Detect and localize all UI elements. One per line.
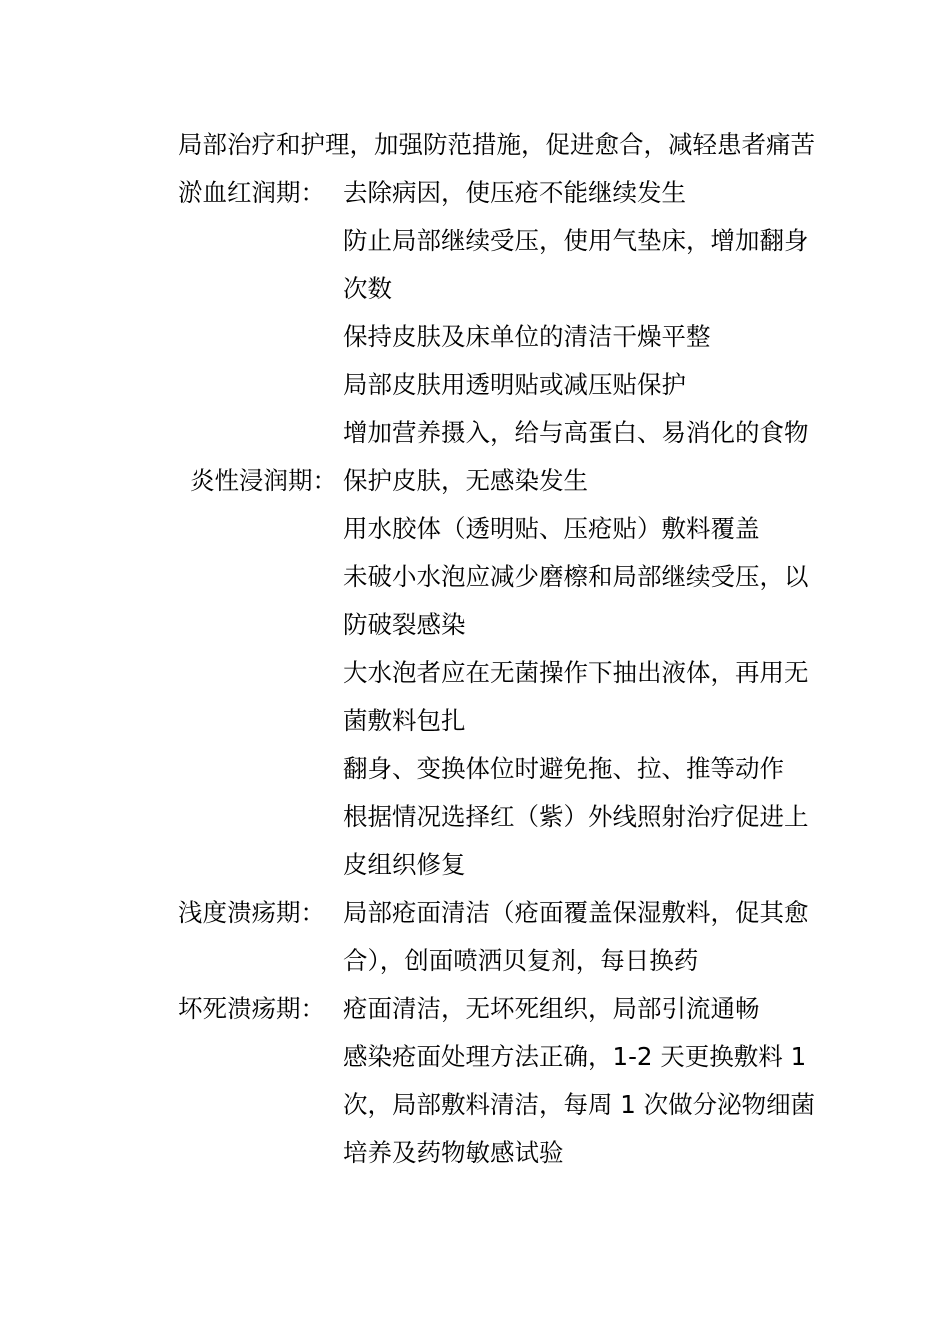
section-label-stage-3: 浅度溃疡期： bbox=[178, 898, 325, 927]
section-label-stage-2: 炎性浸润期： bbox=[190, 466, 337, 495]
stage-2-line-5: 大水泡者应在无菌操作下抽出液体，再用无 bbox=[343, 658, 809, 687]
stage-2-line-6: 菌敷料包扎 bbox=[343, 706, 466, 735]
section-label-stage-4: 坏死溃疡期： bbox=[178, 994, 325, 1023]
section-label-stage-1: 淤血红润期： bbox=[178, 178, 325, 207]
stage-1-line-2: 防止局部继续受压，使用气垫床，增加翻身 bbox=[343, 226, 809, 255]
stage-1-line-3: 次数 bbox=[343, 274, 392, 303]
stage-2-line-1: 保护皮肤，无感染发生 bbox=[343, 466, 588, 495]
intro-text: 局部治疗和护理，加强防范措施，促进愈合，减轻患者痛苦 bbox=[178, 130, 815, 159]
stage-2-line-8: 根据情况选择红（紫）外线照射治疗促进上 bbox=[343, 802, 809, 831]
stage-2-line-9: 皮组织修复 bbox=[343, 850, 466, 879]
stage-4-line-4: 培养及药物敏感试验 bbox=[343, 1138, 564, 1167]
stage-1-line-4: 保持皮肤及床单位的清洁干燥平整 bbox=[343, 322, 711, 351]
stage-3-line-1: 局部疮面清洁（疮面覆盖保湿敷料，促其愈 bbox=[343, 898, 809, 927]
stage-1-line-5: 局部皮肤用透明贴或减压贴保护 bbox=[343, 370, 686, 399]
stage-1-line-6: 增加营养摄入，给与高蛋白、易消化的食物 bbox=[343, 418, 809, 447]
stage-2-line-3: 未破小水泡应减少磨檫和局部继续受压，以 bbox=[343, 562, 809, 591]
stage-4-line-3: 次，局部敷料清洁，每周 1 次做分泌物细菌 bbox=[343, 1090, 816, 1119]
stage-2-line-7: 翻身、变换体位时避免拖、拉、推等动作 bbox=[343, 754, 784, 783]
stage-4-line-1: 疮面清洁，无坏死组织，局部引流通畅 bbox=[343, 994, 760, 1023]
stage-2-line-2: 用水胶体（透明贴、压疮贴）敷料覆盖 bbox=[343, 514, 760, 543]
stage-4-line-2: 感染疮面处理方法正确，1-2 天更换敷料 1 bbox=[343, 1042, 807, 1071]
stage-3-line-2: 合），创面喷洒贝复剂，每日换药 bbox=[343, 946, 699, 975]
stage-1-line-1: 去除病因，使压疮不能继续发生 bbox=[343, 178, 686, 207]
stage-2-line-4: 防破裂感染 bbox=[343, 610, 466, 639]
